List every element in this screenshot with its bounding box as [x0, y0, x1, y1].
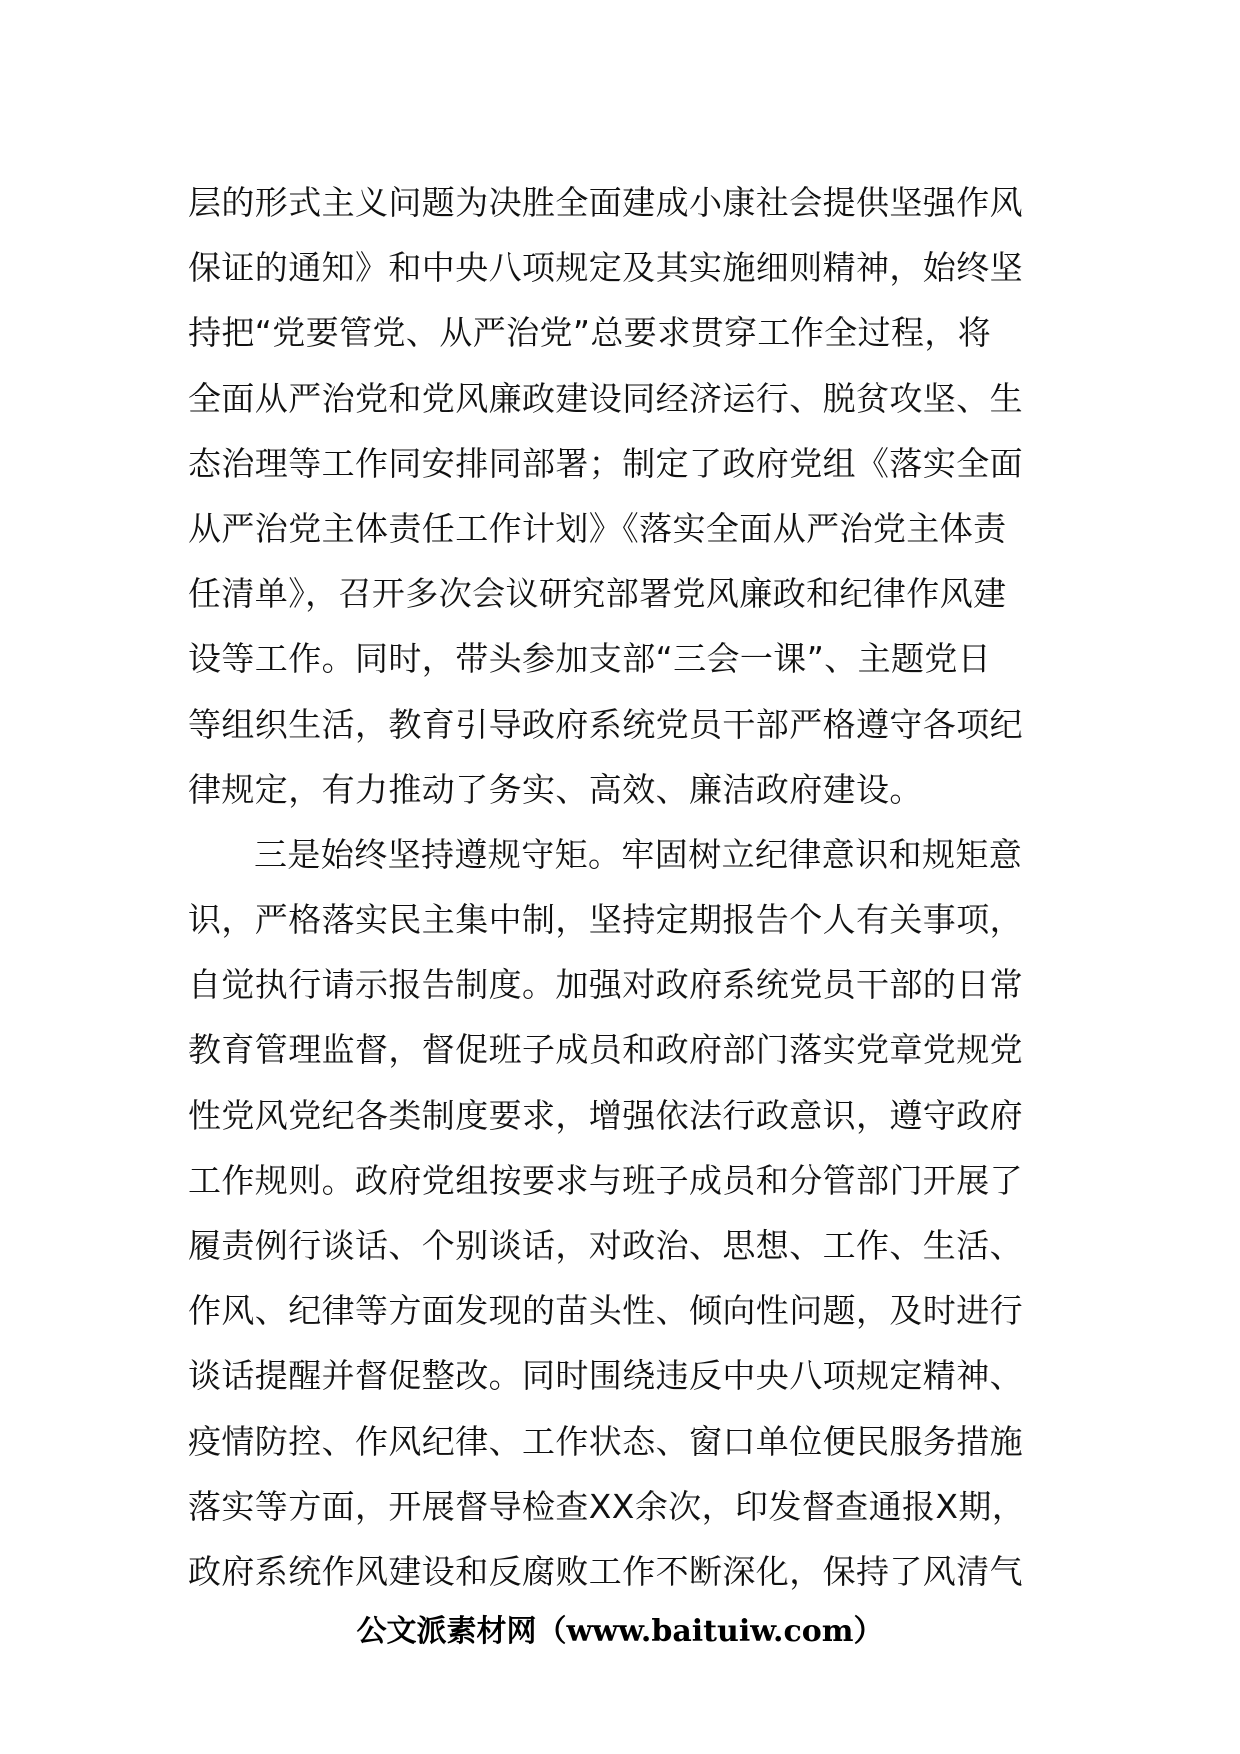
text-line: 全面从严治党和党风廉政建设同经济运行、脱贫攻坚、生	[188, 378, 1023, 418]
text-line: 态治理等工作同安排同部署；制定了政府党组《落实全面	[188, 443, 1023, 483]
footer-watermark: 公文派素材网（www.baituiw.com）	[356, 1614, 884, 1649]
text-line: 任清单》，召开多次会议研究部署党风廉政和纪律作风建	[188, 574, 1007, 614]
text-line: 履责例行谈话、个别谈话，对政治、思想、工作、生活、	[188, 1226, 1023, 1265]
body-text	[188, 170, 1058, 1604]
text-line: 从严治党主体责任工作计划》《落实全面从严治党主体责	[188, 508, 1007, 548]
text-line: 层的形式主义问题为决胜全面建成小康社会提供坚强作风	[188, 183, 1023, 222]
text-line: 疫情防控、作风纪律、工作状态、窗口单位便民服务措施	[188, 1421, 1023, 1461]
text-line: 自觉执行请示报告制度。加强对政府系统党员干部的日常	[188, 965, 1023, 1005]
text-line: 保证的通知》和中央八项规定及其实施细则精神，始终坚	[188, 248, 1023, 288]
text-line: 设等工作。同时，带头参加支部“三会一课”、主题党日	[188, 639, 992, 679]
text-line: 持把“党要管党、从严治党”总要求贯穿工作全过程，将	[188, 313, 992, 353]
paragraph-start-line: 三是始终坚持遵规守矩。牢固树立纪律意识和规矩意	[254, 834, 1023, 874]
text-line: 律规定，有力推动了务实、高效、廉洁政府建设。	[188, 769, 923, 809]
text-line: 作风、纪律等方面发现的苗头性、倾向性问题，及时进行	[188, 1291, 1023, 1331]
text-line: 落实等方面，开展督导检查XX余次，印发督查通报X期，	[188, 1486, 1026, 1526]
text-line: 工作规则。政府党组按要求与班子成员和分管部门开展了	[188, 1160, 1023, 1200]
text-line: 教育管理监督，督促班子成员和政府部门落实党章党规党	[188, 1030, 1023, 1070]
text-line: 等组织生活，教育引导政府系统党员干部严格遵守各项纪	[188, 704, 1023, 744]
text-line: 性党风党纪各类制度要求，增强依法行政意识，遵守政府	[188, 1095, 1023, 1135]
text-line: 谈话提醒并督促整改。同时围绕违反中央八项规定精神、	[188, 1356, 1023, 1396]
text-line: 政府系统作风建设和反腐败工作不断深化，保持了风清气	[188, 1551, 1023, 1591]
text-line: 识，严格落实民主集中制，坚持定期报告个人有关事项，	[188, 900, 1023, 940]
